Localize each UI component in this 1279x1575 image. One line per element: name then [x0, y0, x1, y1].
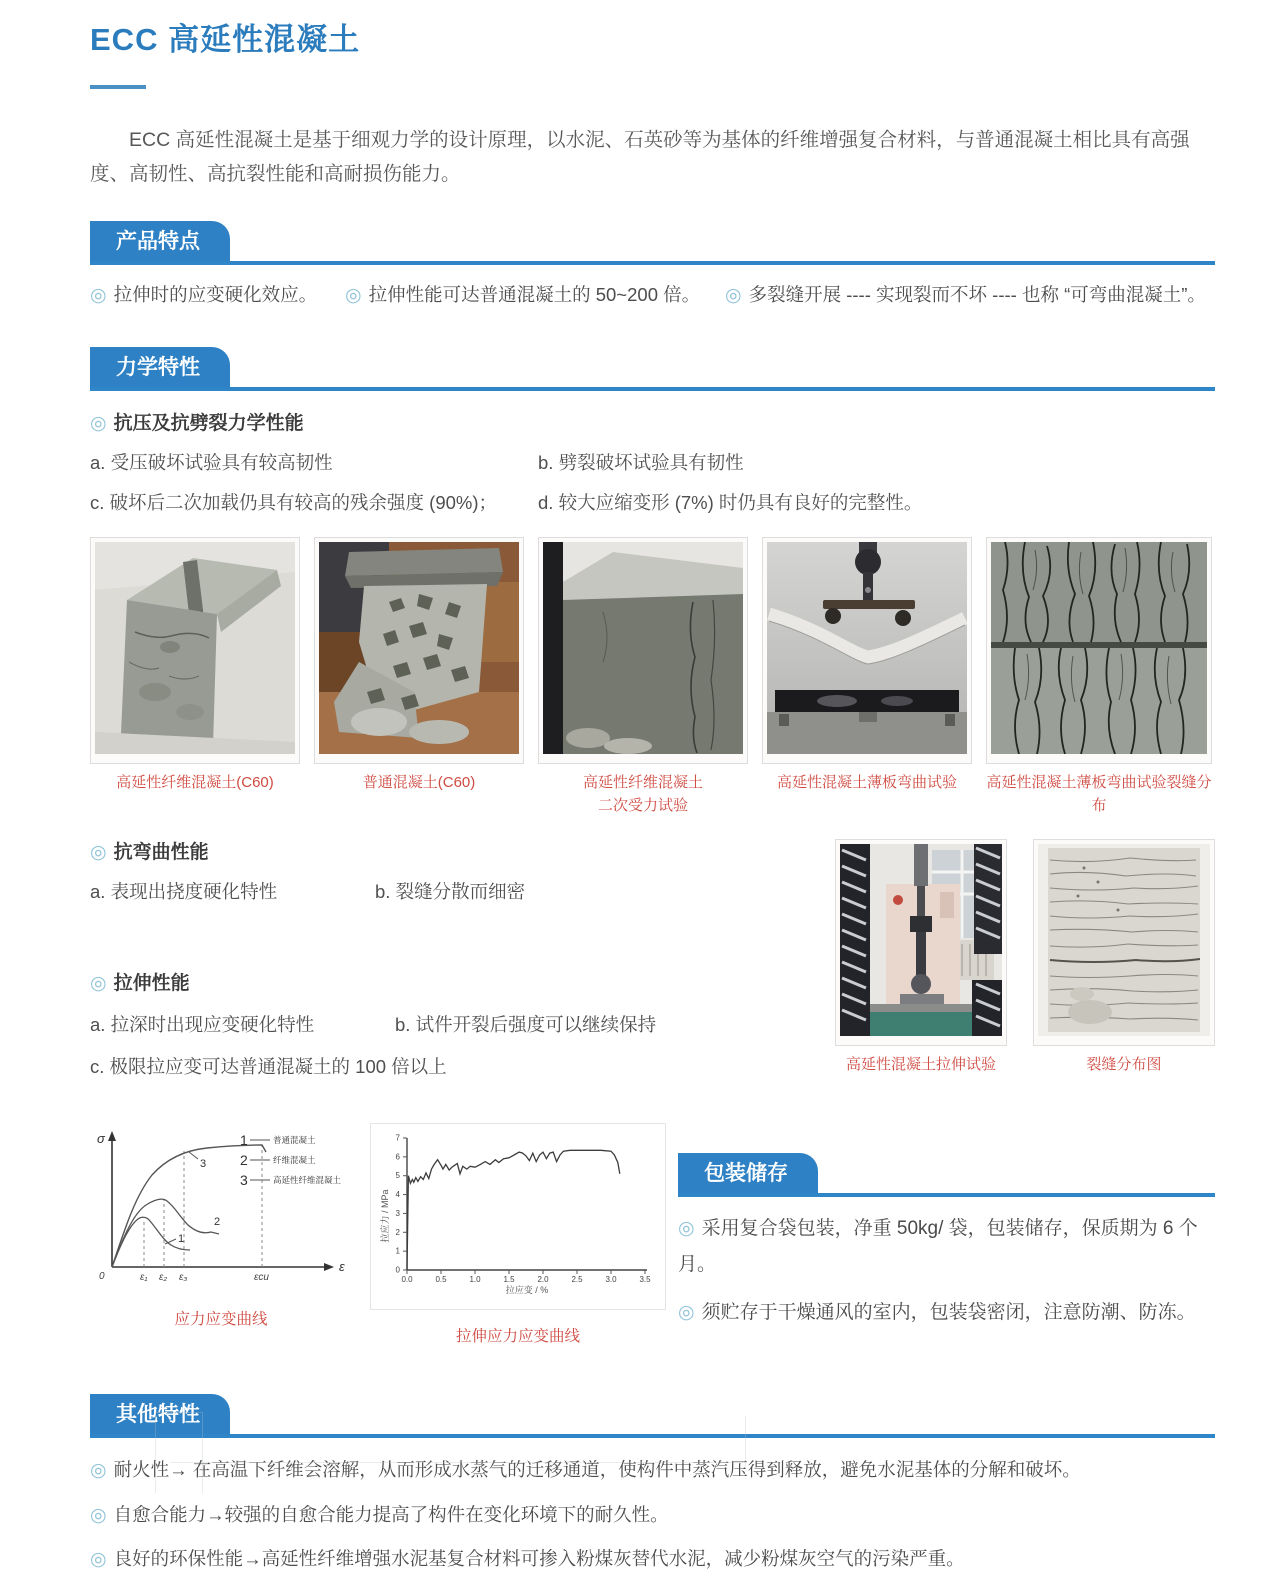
- tension-item-a: a. 拉深时出现应变硬化特性: [90, 1014, 315, 1036]
- figure-plain-cube: [314, 537, 524, 817]
- curve-3-label: 3: [200, 1158, 207, 1171]
- svg-text:高延性纤维混凝土: 高延性纤维混凝土: [273, 1175, 342, 1186]
- figure-ecc-secondary-load: [538, 537, 748, 817]
- svg-text:3: 3: [395, 1209, 400, 1219]
- ring-bullet-icon: ◎: [90, 1549, 107, 1571]
- other-bullet: ◎ 自愈合能力→较强的自愈合能力提高了构件在变化环境下的耐久性。: [90, 1503, 669, 1526]
- page-title: ECC 高延性混凝土: [90, 22, 361, 57]
- svg-text:1.5: 1.5: [503, 1275, 515, 1285]
- tensile-stress-strain-chart: [377, 1130, 659, 1298]
- photo-caption: 裂缝分布图: [1086, 1056, 1162, 1074]
- tensile-x-label: 拉应变 / %: [505, 1285, 549, 1296]
- figure-plate-bending-test: [762, 537, 972, 817]
- x-tick-e2: ε₂: [159, 1272, 168, 1284]
- bending-heading: ◎ 抗弯曲性能: [90, 842, 209, 864]
- ring-bullet-icon: ◎: [90, 413, 107, 435]
- svg-text:2.0: 2.0: [537, 1275, 549, 1285]
- photo-plate-bending-test: [762, 537, 972, 764]
- svg-text:1.0: 1.0: [469, 1275, 481, 1285]
- svg-text:3: 3: [240, 1172, 248, 1189]
- tension-photos: [835, 839, 1215, 1079]
- chart-caption: 拉伸应力应变曲线: [455, 1328, 580, 1346]
- figure-crack-distribution: [1033, 839, 1215, 1079]
- other-bullet: ◎ 耐火性→ 在高温下纤维会溶解，从而形成水蒸气的迁移通道，使构件中蒸汽压得到释放，避免水泥基体的分解和破坏。: [90, 1459, 1081, 1482]
- svg-text:2: 2: [240, 1152, 248, 1169]
- x-tick-e1: ε₁: [140, 1272, 148, 1284]
- plate-bending-illustration: [767, 542, 967, 754]
- bending-item-a: a. 表现出挠度硬化特性: [90, 881, 278, 903]
- tensile-machine-illustration: [840, 844, 1002, 1036]
- svg-text:4: 4: [395, 1190, 400, 1200]
- svg-text:7: 7: [395, 1133, 400, 1143]
- svg-text:纤维混凝土: 纤维混凝土: [273, 1155, 316, 1166]
- tension-item-b: b. 试件开裂后强度可以继续保持: [395, 1014, 657, 1036]
- other-badge: [90, 1394, 230, 1434]
- photo-plain-cube-c60: [314, 537, 524, 764]
- compression-item-b: b. 劈裂破坏试验具有韧性: [538, 452, 744, 474]
- mechanical-title: 力学特性: [116, 356, 200, 380]
- photo-caption: 高延性混凝土薄板弯曲试验裂缝分布: [986, 774, 1212, 814]
- section-header-mechanical: [90, 347, 1215, 391]
- compression-items: [90, 449, 1215, 515]
- figure-tensile-stress-strain: [368, 1123, 668, 1346]
- chart-legend: [240, 1132, 342, 1188]
- ecc-secondary-load-illustration: [543, 542, 743, 754]
- chart-caption: 应力应变曲线: [174, 1311, 268, 1329]
- svg-text:6: 6: [395, 1152, 400, 1162]
- bending-block: [90, 837, 790, 904]
- feature-bullet: ◎ 多裂缝开展 ---- 实现裂而不坏 ---- 也称 “可弯曲混凝土”。: [725, 284, 1206, 307]
- figure-tensile-test: [835, 839, 1007, 1079]
- photo-bending-crack-pattern: [986, 537, 1212, 764]
- origin-label: 0: [99, 1271, 105, 1283]
- feature-bullet: ◎ 拉伸时的应变硬化效应。: [90, 284, 318, 307]
- tensile-chart-panel: [370, 1123, 666, 1310]
- tension-items: [90, 1011, 790, 1037]
- title-underline: [90, 85, 146, 89]
- svg-text:3.0: 3.0: [605, 1275, 617, 1285]
- photo-crack-distribution: [1033, 839, 1215, 1046]
- svg-text:0: 0: [395, 1265, 400, 1275]
- photo-row-compression: [90, 537, 1215, 817]
- other-bullet: ◎ 良好的环保性能→高延性纤维增强水泥基复合材料可掺入粉煤灰替代水泥，减少粉煤灰空气的污染严重。: [90, 1548, 965, 1571]
- plain-cube-illustration: [319, 542, 519, 754]
- features-badge: [90, 221, 230, 261]
- svg-text:2: 2: [395, 1228, 400, 1238]
- bending-item-b: b. 裂缝分散而细密: [375, 881, 526, 903]
- ring-bullet-icon: ◎: [725, 285, 742, 307]
- photo-ecc-cube-c60: [90, 537, 300, 764]
- tension-block: [90, 968, 790, 1079]
- bending-tension-area: [90, 837, 1215, 1079]
- ring-bullet-icon: ◎: [678, 1218, 695, 1240]
- x-tick-ecu: εcu: [254, 1272, 269, 1284]
- svg-text:5: 5: [395, 1171, 400, 1181]
- charts-packaging-area: [90, 1123, 1215, 1346]
- bending-items: [90, 878, 790, 904]
- compression-heading: ◎ 抗压及抗劈裂力学性能: [90, 413, 304, 435]
- svg-text:0.5: 0.5: [435, 1275, 447, 1285]
- svg-text:普通混凝土: 普通混凝土: [273, 1135, 316, 1146]
- photo-caption: 高延性混凝土拉伸试验: [845, 1056, 996, 1074]
- packaging-bullets: [678, 1211, 1215, 1331]
- ring-bullet-icon: ◎: [90, 1504, 107, 1526]
- crack-distribution-illustration: [1038, 844, 1210, 1036]
- y-axis-label: σ: [97, 1131, 105, 1147]
- figure-ecc-cube: [90, 537, 300, 817]
- packaging-bullet: ◎ 采用复合袋包装，净重 50kg/ 袋，包装储存，保质期为 6 个月。: [678, 1218, 1198, 1276]
- photo-caption: 高延性纤维混凝土(C60): [116, 774, 274, 792]
- ring-bullet-icon: ◎: [90, 1460, 107, 1482]
- packaging-bullet: ◎ 须贮存于干燥通风的室内，包装袋密闭，注意防潮、防冻。: [678, 1302, 1196, 1324]
- x-tick-e3: ε₃: [179, 1272, 188, 1284]
- curve-1-label: 1: [178, 1233, 185, 1246]
- section-header-features: [90, 221, 1215, 265]
- bending-cracks-illustration: [991, 542, 1207, 754]
- ring-bullet-icon: ◎: [90, 285, 107, 307]
- tensile-y-axis-ticks: [396, 1134, 407, 1275]
- tensile-y-label: 拉应力 / MPa: [380, 1189, 390, 1243]
- feature-bullet: ◎ 拉伸性能可达普通混凝土的 50~200 倍。: [345, 284, 701, 307]
- packaging-badge: [678, 1153, 818, 1193]
- svg-text:3.5: 3.5: [639, 1275, 651, 1285]
- features-bullets: [90, 281, 1215, 307]
- compression-item-d: d. 较大应缩变形 (7%) 时仍具有良好的完整性。: [538, 492, 923, 514]
- tensile-curve: [407, 1151, 620, 1271]
- compression-item-c: c. 破坏后二次加载仍具有较高的残余强度 (90%)；: [90, 492, 498, 514]
- figure-stress-strain-schematic: [90, 1123, 352, 1329]
- bending-tension-text: [90, 837, 790, 1079]
- compression-item-a: a. 受压破坏试验具有较高韧性: [90, 452, 333, 474]
- photo-caption: 普通混凝土(C60): [362, 774, 476, 792]
- page: [0, 14, 1279, 1575]
- ring-bullet-icon: ◎: [678, 1302, 695, 1324]
- charts: [90, 1123, 668, 1346]
- photo-tensile-test: [835, 839, 1007, 1046]
- photo-caption: 高延性混凝土薄板弯曲试验: [776, 774, 957, 792]
- tension-heading: ◎ 拉伸性能: [90, 973, 190, 995]
- photo-caption: 高延性纤维混凝土 二次受力试验: [582, 774, 703, 814]
- packaging-title: 包装储存: [704, 1162, 788, 1186]
- figure-bending-crack-pattern: [986, 537, 1212, 817]
- stress-strain-chart: [92, 1123, 350, 1293]
- intro-paragraph: ECC 高延性混凝土是基于细观力学的设计原理，以水泥、石英砂等为基体的纤维增强复合材料，与普通混凝土相比具有高强度、高韧性、高抗裂性能和高耐损伤能力。: [90, 129, 1190, 186]
- other-title: 其他特性: [116, 1403, 200, 1427]
- ring-bullet-icon: ◎: [345, 285, 362, 307]
- other-bullets: [90, 1456, 1215, 1574]
- ring-bullet-icon: ◎: [90, 973, 107, 995]
- section-header-other: [90, 1394, 1215, 1438]
- ecc-cube-illustration: [95, 542, 295, 754]
- x-axis-label: ε: [339, 1259, 345, 1275]
- svg-text:1: 1: [240, 1132, 248, 1149]
- svg-text:1: 1: [395, 1246, 400, 1256]
- packaging-section: [678, 1153, 1215, 1346]
- features-title: 产品特点: [116, 230, 200, 254]
- ring-bullet-icon: ◎: [90, 842, 107, 864]
- tensile-x-axis-ticks: [401, 1270, 651, 1284]
- section-header-packaging: [678, 1153, 1215, 1197]
- tension-item-c: c. 极限拉应变可达普通混凝土的 100 倍以上: [90, 1056, 447, 1078]
- mechanical-badge: [90, 347, 230, 387]
- svg-text:2.5: 2.5: [571, 1275, 583, 1285]
- photo-ecc-secondary-load: [538, 537, 748, 764]
- curve-2-label: 2: [214, 1216, 221, 1229]
- svg-text:0.0: 0.0: [401, 1275, 413, 1285]
